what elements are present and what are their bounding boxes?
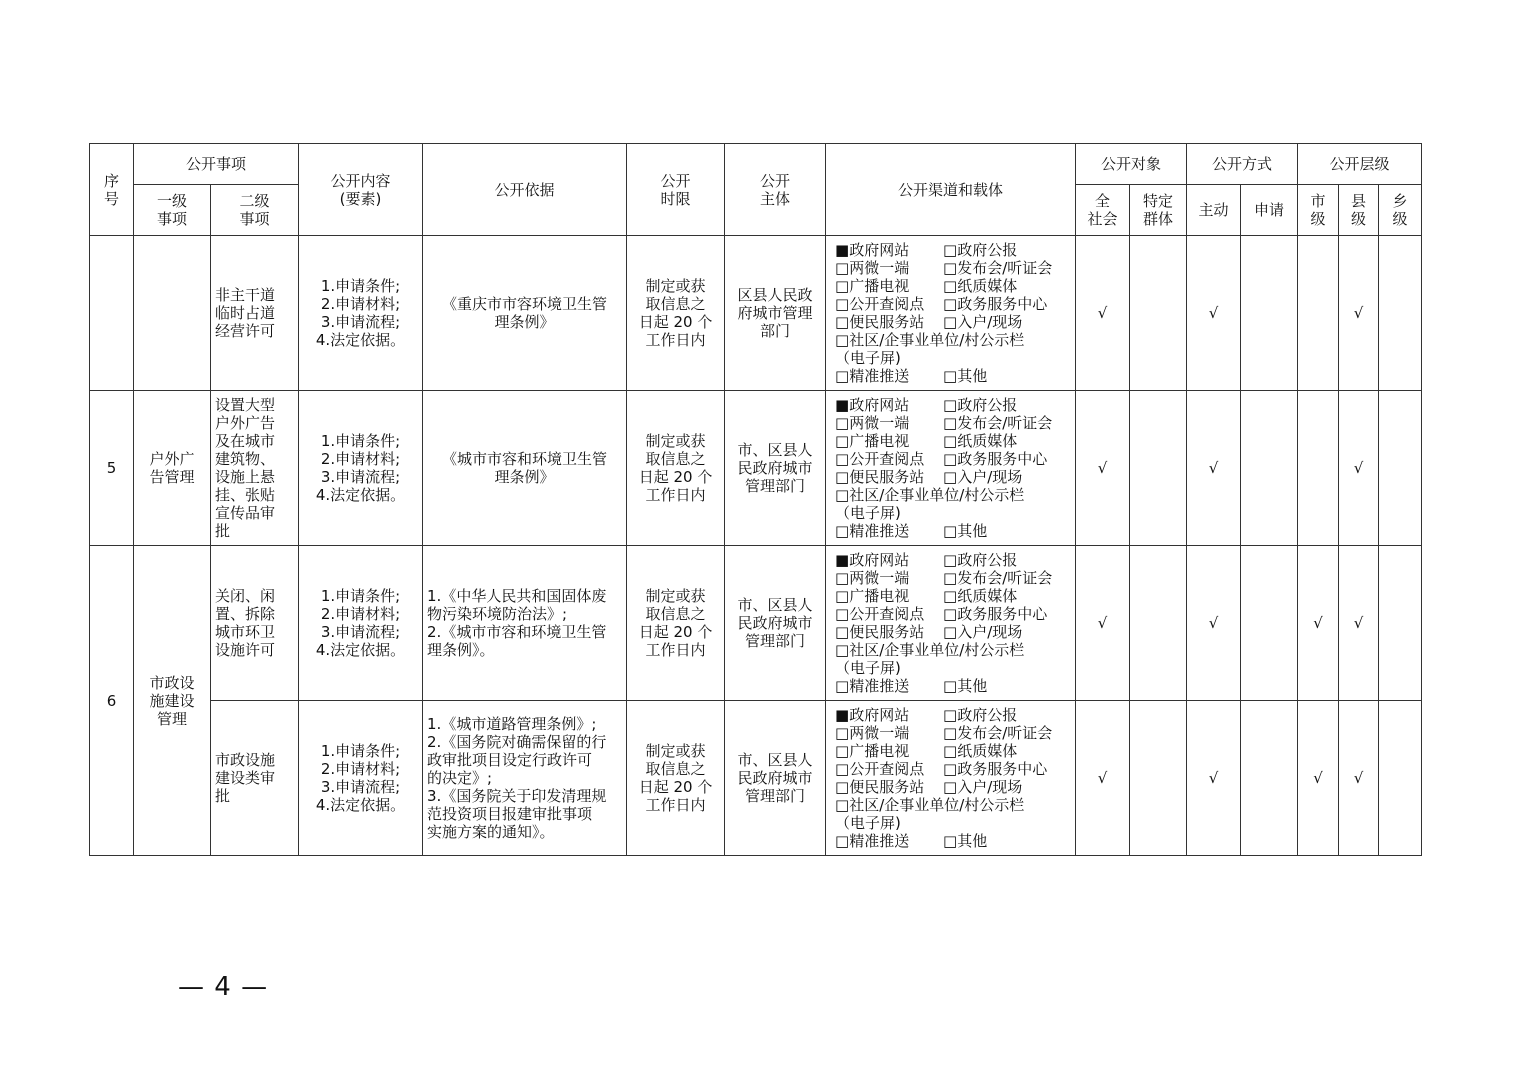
channel-option: □两微一端	[835, 724, 910, 742]
header-method-active: 主动	[1187, 185, 1241, 236]
cell-method-active: √	[1187, 701, 1241, 856]
channel-option: □入户/现场	[943, 778, 1023, 796]
channel-option: □精准推送	[835, 367, 910, 385]
cell-basis: 《城市市容和环境卫生管 理条例》	[423, 391, 627, 546]
channel-option: □公开查阅点	[835, 450, 925, 468]
cell-level-town	[1379, 391, 1422, 546]
cell-basis: 1.《城市道路管理条例》; 2.《国务院对确需保留的行 政审批项目设定行政许可 的决定》; 3.《国务院关于印发清理规 范投资项目报建审批事项 实施方案的通知》。	[423, 701, 627, 856]
cell-method-apply	[1241, 391, 1298, 546]
cell-content: 1.申请条件; 2.申请材料; 3.申请流程; 4.法定依据。	[299, 236, 423, 391]
cell-channels	[826, 701, 1076, 856]
cell-time: 制定或获 取信息之 日起 20 个 工作日内	[627, 391, 725, 546]
channel-option: □两微一端	[835, 414, 910, 432]
channel-option: □入户/现场	[943, 313, 1023, 331]
cell-level-county: √	[1339, 391, 1379, 546]
page-number: — 4 —	[178, 972, 269, 1002]
header-level1: 一级 事项	[134, 185, 211, 236]
channel-option: □便民服务站	[835, 313, 925, 331]
cell-method-apply	[1241, 236, 1298, 391]
channel-option: □两微一端	[835, 259, 910, 277]
cell-seq: 6	[90, 546, 134, 856]
header-level: 公开层级	[1298, 144, 1422, 185]
channel-option-note: （电子屏)	[835, 659, 901, 677]
channel-option: □其他	[943, 677, 988, 695]
channel-option: □其他	[943, 367, 988, 385]
channel-option: □纸质媒体	[943, 277, 1018, 295]
channel-option: □发布会/听证会	[943, 414, 1053, 432]
header-level-city: 市 级	[1298, 185, 1339, 236]
cell-level-city: √	[1298, 546, 1339, 701]
channel-option: □社区/企事业单位/村公示栏	[835, 796, 1025, 814]
cell-obj-special	[1130, 236, 1187, 391]
cell-subject: 市、区县人 民政府城市 管理部门	[725, 546, 826, 701]
cell-obj-all: √	[1076, 546, 1130, 701]
cell-subject: 市、区县人 民政府城市 管理部门	[725, 701, 826, 856]
channel-option: □广播电视	[835, 742, 910, 760]
cell-obj-all: √	[1076, 391, 1130, 546]
cell-seq: 5	[90, 391, 134, 546]
channel-option: □便民服务站	[835, 468, 925, 486]
header-obj-special: 特定 群体	[1130, 185, 1187, 236]
channel-option: □广播电视	[835, 277, 910, 295]
cell-level2: 关闭、闲 置、拆除 城市环卫 设施许可	[211, 546, 299, 701]
header-seq: 序 号	[90, 144, 134, 236]
cell-content: 1.申请条件; 2.申请材料; 3.申请流程; 4.法定依据。	[299, 391, 423, 546]
table-row	[90, 391, 1422, 546]
channel-option: ■政府网站	[835, 241, 910, 259]
cell-level1	[134, 236, 211, 391]
channel-option: □入户/现场	[943, 623, 1023, 641]
cell-time: 制定或获 取信息之 日起 20 个 工作日内	[627, 701, 725, 856]
cell-obj-special	[1130, 546, 1187, 701]
cell-level-city: √	[1298, 701, 1339, 856]
cell-channels	[826, 546, 1076, 701]
channel-option: □公开查阅点	[835, 760, 925, 778]
channel-option: □发布会/听证会	[943, 259, 1053, 277]
channel-option: □政务服务中心	[943, 295, 1048, 313]
cell-basis: 1.《中华人民共和国固体废 物污染环境防治法》; 2.《城市市容和环境卫生管 理条例》。	[423, 546, 627, 701]
cell-level-town	[1379, 236, 1422, 391]
channel-option-note: （电子屏)	[835, 814, 901, 832]
cell-time: 制定或获 取信息之 日起 20 个 工作日内	[627, 546, 725, 701]
header-method: 公开方式	[1187, 144, 1298, 185]
channel-option: □社区/企事业单位/村公示栏	[835, 641, 1025, 659]
channel-option-note: （电子屏)	[835, 349, 901, 367]
header-level2: 二级 事项	[211, 185, 299, 236]
channel-option: □公开查阅点	[835, 605, 925, 623]
cell-method-apply	[1241, 701, 1298, 856]
cell-level2: 市政设施 建设类审 批	[211, 701, 299, 856]
channel-option: □政府公报	[943, 551, 1018, 569]
channel-option: □便民服务站	[835, 778, 925, 796]
channel-option: □精准推送	[835, 677, 910, 695]
cell-method-active: √	[1187, 546, 1241, 701]
channel-option: □广播电视	[835, 432, 910, 450]
header-channel: 公开渠道和载体	[826, 144, 1076, 236]
channel-option: □政务服务中心	[943, 760, 1048, 778]
cell-level2: 设置大型 户外广告 及在城市 建筑物、 设施上悬 挂、张贴 宣传品审 批	[211, 391, 299, 546]
channel-option: □纸质媒体	[943, 587, 1018, 605]
channel-option: ■政府网站	[835, 706, 910, 724]
channel-option: □政府公报	[943, 706, 1018, 724]
cell-level-county: √	[1339, 546, 1379, 701]
cell-basis: 《重庆市市容环境卫生管 理条例》	[423, 236, 627, 391]
header-time: 公开 时限	[627, 144, 725, 236]
cell-method-active: √	[1187, 391, 1241, 546]
channel-option: □其他	[943, 832, 988, 850]
cell-level-city	[1298, 236, 1339, 391]
table-row	[90, 236, 1422, 391]
cell-content: 1.申请条件; 2.申请材料; 3.申请流程; 4.法定依据。	[299, 546, 423, 701]
header-method-apply: 申请	[1241, 185, 1298, 236]
cell-method-apply	[1241, 546, 1298, 701]
header-obj-all: 全 社会	[1076, 185, 1130, 236]
cell-content: 1.申请条件; 2.申请材料; 3.申请流程; 4.法定依据。	[299, 701, 423, 856]
header-subject: 公开 主体	[725, 144, 826, 236]
header-basis: 公开依据	[423, 144, 627, 236]
cell-level2: 非主干道 临时占道 经营许可	[211, 236, 299, 391]
cell-obj-all: √	[1076, 701, 1130, 856]
cell-level1: 户外广 告管理	[134, 391, 211, 546]
cell-level-town	[1379, 701, 1422, 856]
table-row	[90, 701, 1422, 856]
channel-option: □发布会/听证会	[943, 569, 1053, 587]
channel-option: □精准推送	[835, 832, 910, 850]
channel-option: □公开查阅点	[835, 295, 925, 313]
channel-option: □纸质媒体	[943, 432, 1018, 450]
cell-obj-all: √	[1076, 236, 1130, 391]
cell-level-city	[1298, 391, 1339, 546]
cell-level1: 市政设 施建设 管理	[134, 546, 211, 856]
channel-option: □政务服务中心	[943, 450, 1048, 468]
cell-seq	[90, 236, 134, 391]
header-item: 公开事项	[134, 144, 299, 185]
cell-subject: 区县人民政 府城市管理 部门	[725, 236, 826, 391]
channel-option: ■政府网站	[835, 396, 910, 414]
header-level-town: 乡 级	[1379, 185, 1422, 236]
channel-option: □政府公报	[943, 241, 1018, 259]
cell-level-county: √	[1339, 701, 1379, 856]
channel-option: □政务服务中心	[943, 605, 1048, 623]
cell-level-county: √	[1339, 236, 1379, 391]
disclosure-table	[89, 143, 1422, 856]
cell-time: 制定或获 取信息之 日起 20 个 工作日内	[627, 236, 725, 391]
channel-option: □社区/企事业单位/村公示栏	[835, 331, 1025, 349]
channel-option: □政府公报	[943, 396, 1018, 414]
channel-option-note: （电子屏)	[835, 504, 901, 522]
cell-obj-special	[1130, 391, 1187, 546]
channel-option: □发布会/听证会	[943, 724, 1053, 742]
header-level-county: 县 级	[1339, 185, 1379, 236]
channel-option: □入户/现场	[943, 468, 1023, 486]
channel-option: □其他	[943, 522, 988, 540]
header-object: 公开对象	[1076, 144, 1187, 185]
cell-method-active: √	[1187, 236, 1241, 391]
header-content: 公开内容 (要素)	[299, 144, 423, 236]
channel-option: □便民服务站	[835, 623, 925, 641]
cell-subject: 市、区县人 民政府城市 管理部门	[725, 391, 826, 546]
cell-channels	[826, 391, 1076, 546]
channel-option: ■政府网站	[835, 551, 910, 569]
channel-option: □两微一端	[835, 569, 910, 587]
channel-option: □广播电视	[835, 587, 910, 605]
cell-channels	[826, 236, 1076, 391]
cell-level-town	[1379, 546, 1422, 701]
channel-option: □精准推送	[835, 522, 910, 540]
channel-option: □纸质媒体	[943, 742, 1018, 760]
table-row	[90, 546, 1422, 701]
cell-obj-special	[1130, 701, 1187, 856]
channel-option: □社区/企事业单位/村公示栏	[835, 486, 1025, 504]
